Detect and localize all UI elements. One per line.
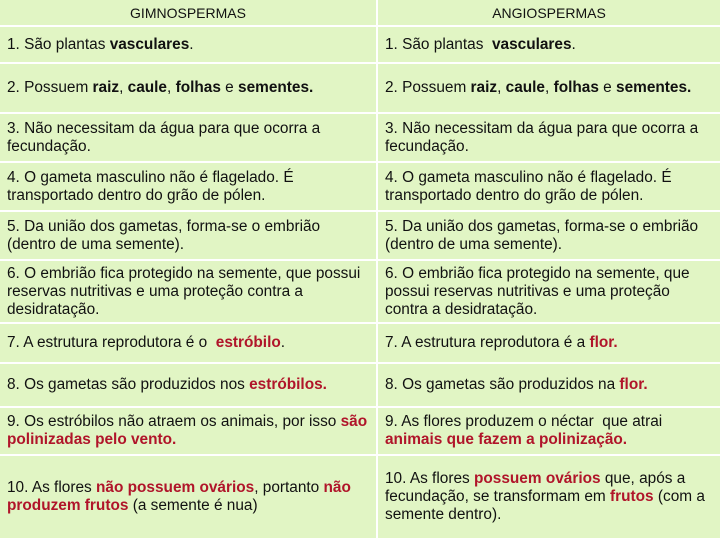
highlighted-text: estróbilo [215,334,281,351]
gymnosperm-cell [0,455,377,539]
gymnosperm-cell [0,113,377,162]
table-row [0,407,720,455]
cell-text: 9. Os estróbilos não atraem os animais, por isso [7,413,341,430]
cell-text: 9. As flores produzem o néctar que atrai [385,413,667,430]
cell-text: 7. A estrutura reprodutora é o [7,334,216,351]
bold-text: sementes. [238,79,314,96]
highlighted-text: não possuem ovários [95,479,255,496]
cell-text: 7. A estrutura reprodutora é a [385,334,590,351]
cell-text: 2. Possuem [385,79,471,96]
cell-text: . [280,334,286,351]
angiosperm-cell [377,455,720,539]
gymnosperm-cell [0,407,377,455]
angiosperm-cell [377,260,720,323]
cell-text: e [598,79,617,96]
cell-text: 1. São plantas [385,35,492,53]
cell-text: 3. Não necessitam da água para que ocorra a fecundação. [7,119,325,155]
bold-text: raiz [470,79,498,96]
table-row [0,162,720,211]
bold-text: sementes. [616,79,692,96]
bold-text: vasculares [109,35,190,53]
gymnosperm-cell [0,162,377,211]
angiosperm-cell [377,363,720,407]
cell-text: , [167,79,176,96]
header-gymnosperms: GIMNOSPERMAS [0,0,377,26]
bold-text: raiz [92,79,120,96]
bold-text: caule [127,79,167,96]
cell-text: 4. O gameta masculino não é flagelado. É transportado dentro do grão de pólen. [7,168,298,204]
cell-text: , [545,79,554,96]
gymnosperm-cell [0,260,377,323]
gymnosperm-cell [0,363,377,407]
cell-text: 8. Os gametas são produzidos nos [7,376,250,393]
cell-text: 4. O gameta masculino não é flagelado. É transportado dentro do grão de pólen. [385,168,676,204]
table-row [0,363,720,407]
cell-text: 8. Os gametas são produzidos na [385,376,620,393]
cell-text: . [571,35,576,53]
cell-text: 6. O embrião fica protegido na semente, que possui reservas nutritivas e uma proteção contra a desidratação. [385,264,694,318]
cell-text: 10. As flores [7,479,96,496]
table-row [0,260,720,323]
bold-text: folhas [175,79,221,96]
highlighted-text: possuem ovários [473,470,601,487]
cell-text: (a semente é nua) [128,497,258,514]
cell-text: 2. Possuem [7,79,93,96]
gymnosperm-cell [0,323,377,363]
angiosperm-cell [377,162,720,211]
angiosperm-cell [377,323,720,363]
angiosperm-cell [377,26,720,63]
table-row [0,323,720,363]
cell-text: 6. O embrião fica protegido na semente, que possui reservas nutritivas e uma proteção contra a desidratação. [7,264,365,318]
cell-text: . [189,35,194,53]
table-row [0,113,720,162]
highlighted-text: flor. [589,334,618,351]
angiosperm-cell [377,211,720,260]
highlighted-text: são polinizadas pelo vento. [7,413,372,448]
header-angiosperms: ANGIOSPERMAS [377,0,720,26]
cell-text: 5. Da união dos gametas, forma-se o embrião (dentro de uma semente). [385,217,703,253]
angiosperm-cell [377,113,720,162]
table-row [0,63,720,113]
table-row [0,455,720,539]
angiosperm-cell [377,407,720,455]
highlighted-text: frutos [609,488,654,505]
table-row [0,26,720,63]
highlighted-text: não produzem frutos [7,479,356,514]
highlighted-text: animais que fazem a polinização. [385,431,628,448]
cell-text: e [220,79,239,96]
cell-text: 1. São plantas [7,35,110,53]
table-row [0,211,720,260]
bold-text: folhas [553,79,599,96]
cell-text: que, após a fecundação, se transformam em [385,470,690,505]
angiosperm-cell [377,63,720,113]
gymnosperm-cell [0,211,377,260]
gymnosperm-cell [0,63,377,113]
cell-text: , [497,79,506,96]
cell-text: 5. Da união dos gametas, forma-se o embrião (dentro de uma semente). [7,217,325,253]
highlighted-text: estróbilos. [249,376,327,393]
cell-text: , [119,79,128,96]
cell-text: (com a semente dentro). [385,488,710,523]
cell-text: , portanto [254,479,324,496]
highlighted-text: flor. [619,376,648,393]
cell-text: 10. As flores [385,470,474,487]
bold-text: vasculares [491,35,572,53]
cell-text: 3. Não necessitam da água para que ocorra a fecundação. [385,119,703,155]
bold-text: caule [505,79,545,96]
header-row [0,0,720,26]
gymnosperm-cell [0,26,377,63]
